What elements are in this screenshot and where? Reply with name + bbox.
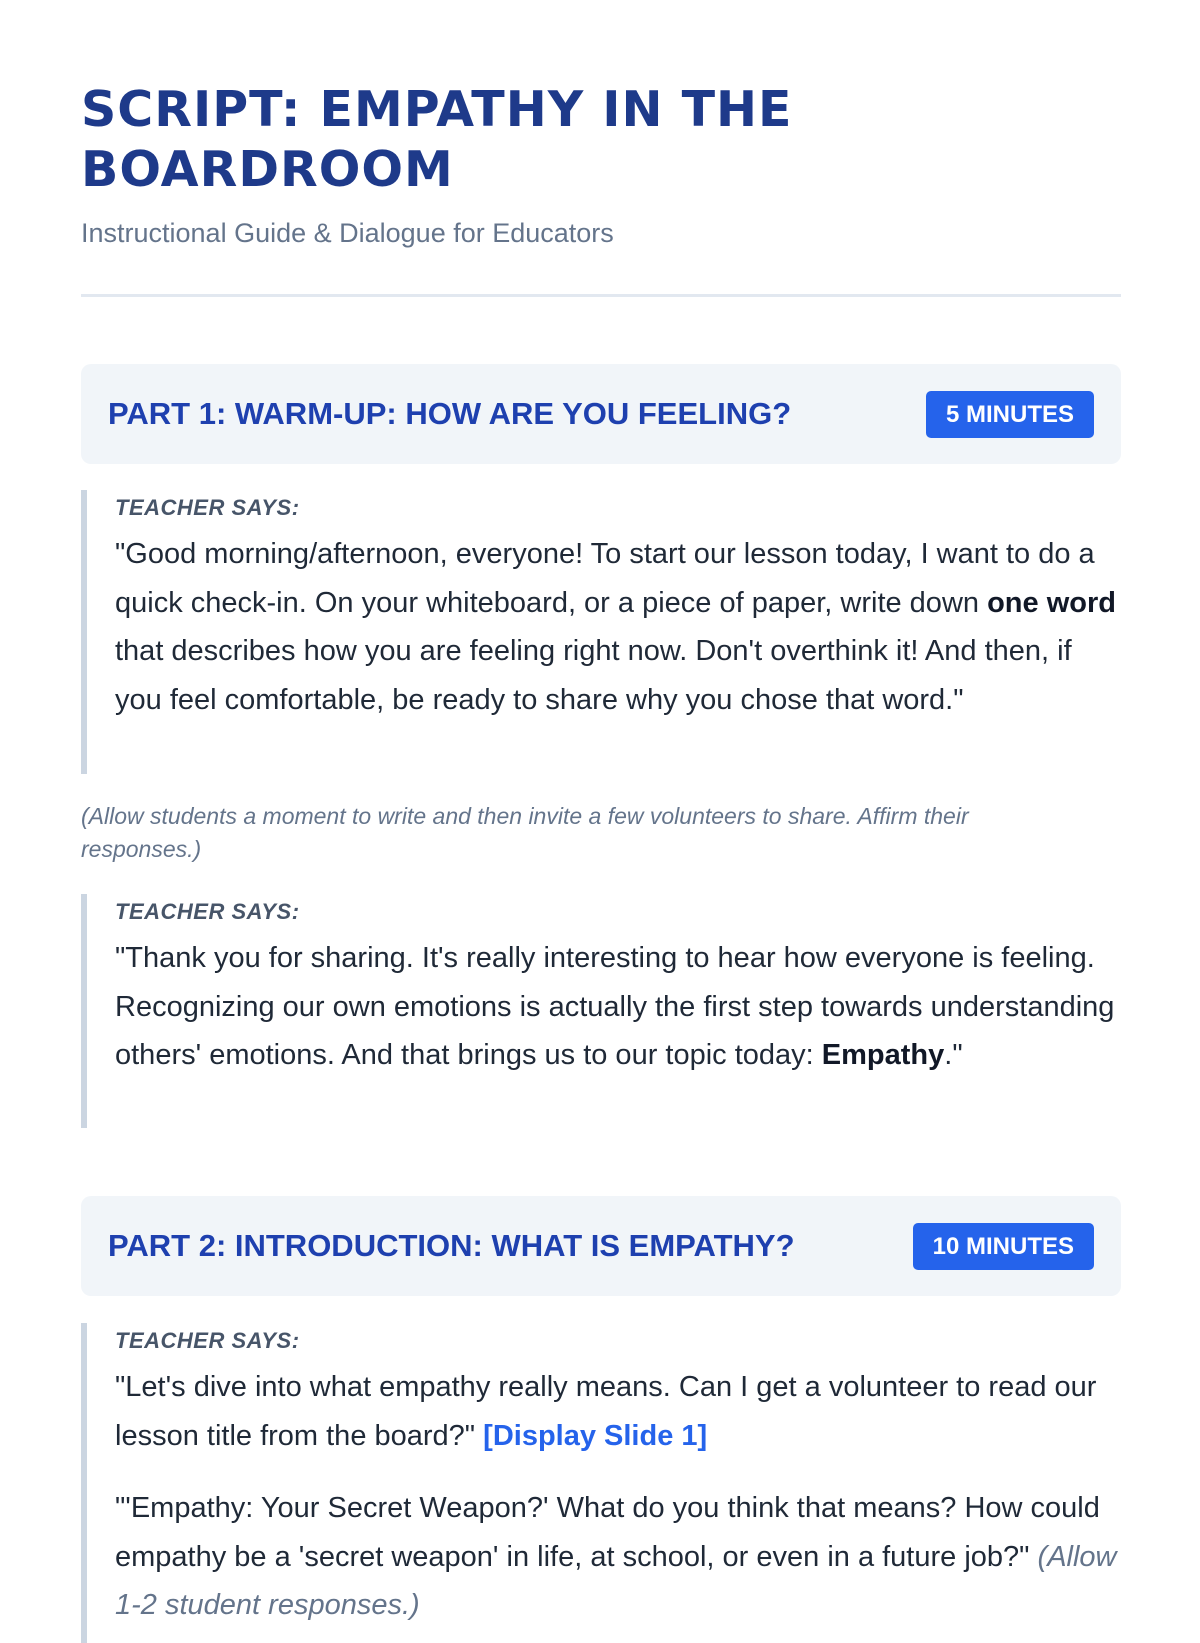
duration-badge: 10 MINUTES [913,1223,1094,1270]
duration-badge: 5 MINUTES [926,391,1094,438]
header-divider [81,294,1121,297]
speaker-label: TEACHER SAYS: [115,1328,300,1353]
section-title: PART 2: INTRODUCTION: WHAT IS EMPATHY? [108,1228,795,1263]
dialogue-text: "Thank you for sharing. It's really interesting to hear how everyone is feeling. Recognizing our own emotions is actually the first step towards understanding others' emotions. And that brings us to our topic today: Empathy." [115,942,1115,1071]
teacher-says-block [81,1323,1121,1643]
document-title: SCRIPT: EMPATHY IN THE BOARDROOM [81,81,793,198]
section-header-part-2 [81,1196,1121,1296]
section-header-part-1 [81,364,1121,464]
stage-direction: (Allow students a moment to write and then invite a few volunteers to share. Affirm their responses.) [81,803,969,862]
section-title: PART 1: WARM-UP: HOW ARE YOU FEELING? [108,396,792,431]
inline-stage-direction: (Allow 1-2 student responses.) [115,1540,1117,1621]
emphasis: one word [987,586,1116,619]
speaker-label: TEACHER SAYS: [115,899,300,924]
slide-cue: [Display Slide 1] [483,1419,708,1452]
dialogue-text: "'Empathy: Your Secret Weapon?' What do you think that means? How could empathy be a 'secret weapon' in life, at school, or even in a future job?" (Allow 1-2 student responses.) [115,1492,1117,1621]
emphasis: Empathy [821,1039,945,1071]
document-subtitle: Instructional Guide & Dialogue for Educators [81,218,614,248]
dialogue-text: "Good morning/afternoon, everyone! To start our lesson today, I want to do a quick check-in. On your whiteboard, or a piece of paper, write down one word that describes how you are feeling right now. Don't overthink it! And then, if you feel comfortable, be ready to share why you chose that word." [115,538,1116,716]
dialogue-text: "Let's dive into what empathy really means. Can I get a volunteer to read our lesson title from the board?" [Display Slide 1] [115,1371,1097,1452]
teacher-says-block [81,490,1121,774]
teacher-says-block [81,894,1121,1128]
speaker-label: TEACHER SAYS: [115,495,300,520]
